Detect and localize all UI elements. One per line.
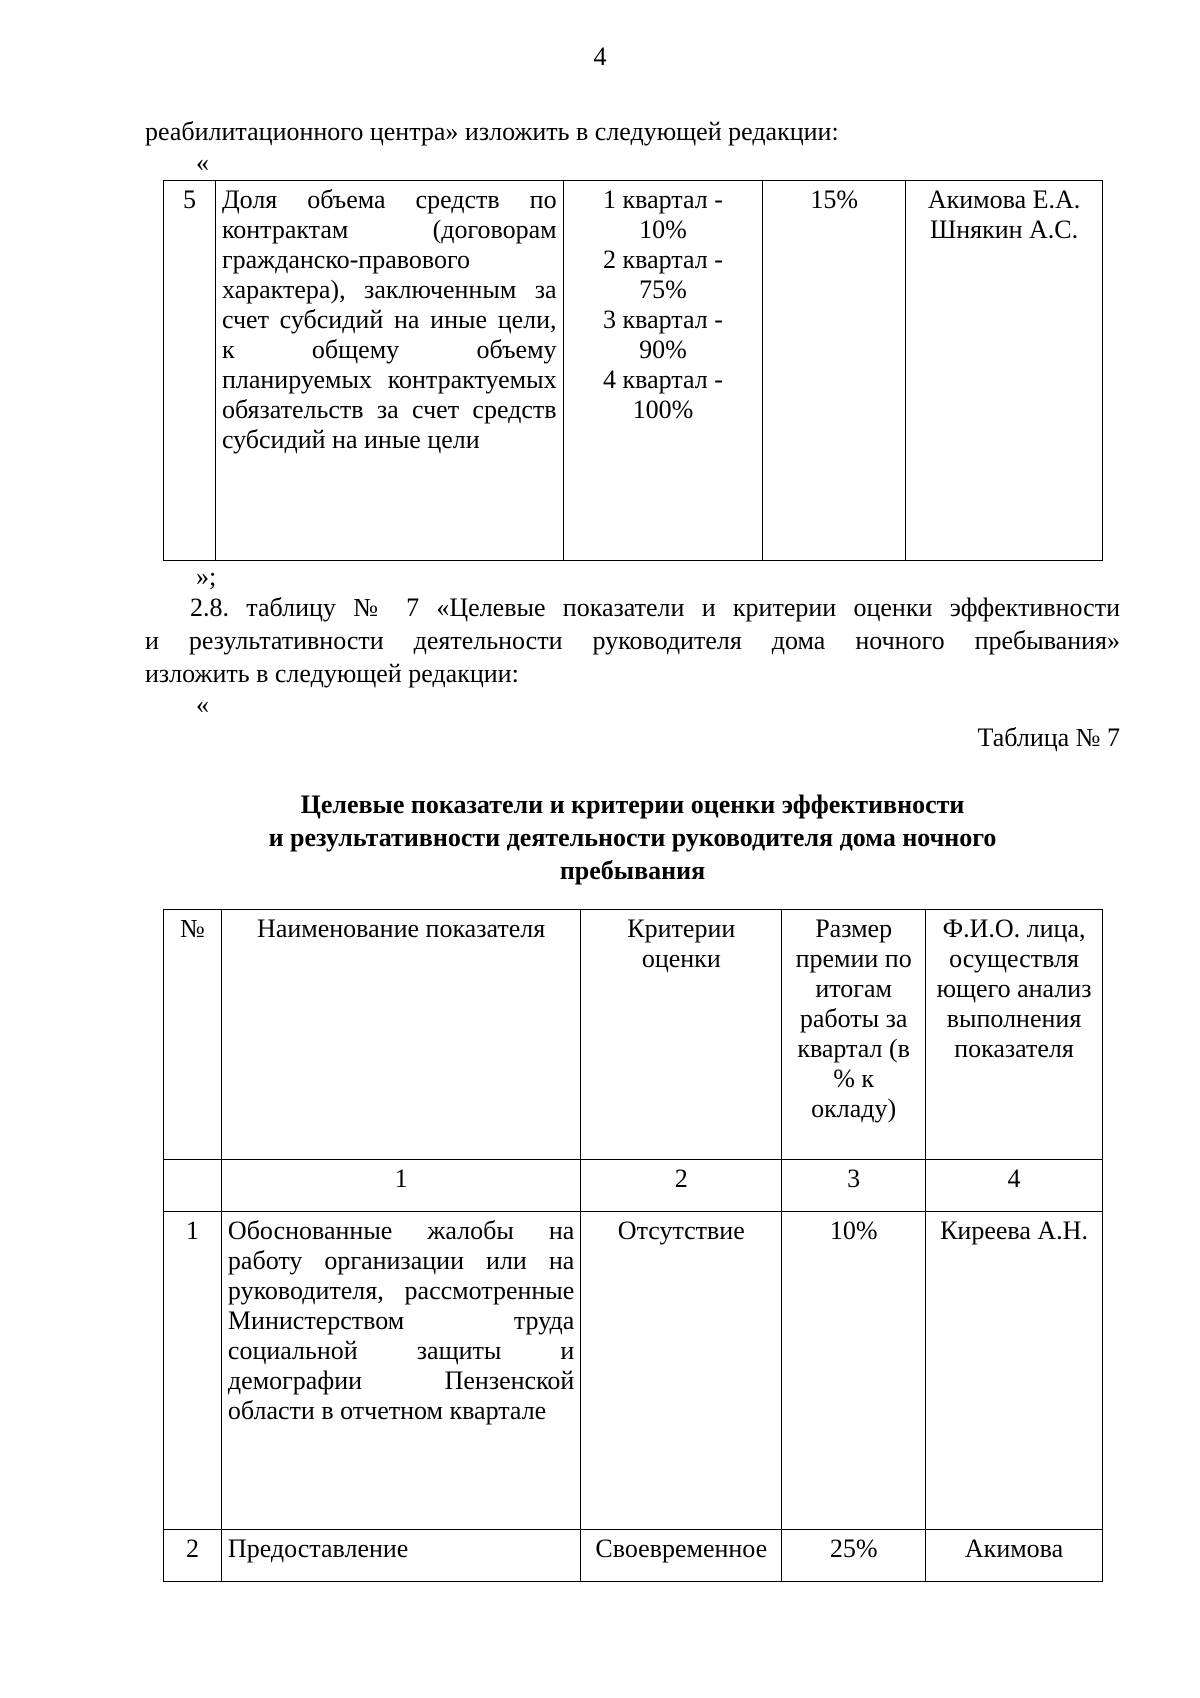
column-number: 4 bbox=[926, 1160, 1103, 1212]
column-number-row bbox=[164, 1160, 1103, 1212]
column-number: 1 bbox=[221, 1160, 580, 1212]
indicator-name: Обоснованные жалобы на работу организации или на руководителя, рассмотренные Министерством труда социальной защиты и демографии Пензенской области в отчетном квартале bbox=[221, 1212, 580, 1530]
responsible-person: Киреева А.Н. bbox=[926, 1212, 1103, 1530]
responsible-persons: Акимова Е.А. Шнякин А.С. bbox=[906, 181, 1103, 561]
paragraph-line-3: изложить в следующей редакции: bbox=[145, 659, 519, 688]
table-row bbox=[164, 1212, 1103, 1530]
column-number: 3 bbox=[782, 1160, 926, 1212]
table-1 bbox=[163, 180, 1103, 561]
page-number: 4 bbox=[593, 42, 607, 71]
bonus-size: 15% bbox=[763, 181, 906, 561]
bonus-size: 10% bbox=[782, 1212, 926, 1530]
evaluation-criteria: 1 квартал - 10% 2 квартал - 75% 3 квартал - 90% 4 квартал - 100% bbox=[563, 181, 763, 561]
intro-text: реабилитационного центра» изложить в следующей редакции: bbox=[145, 117, 839, 146]
bonus-size: 25% bbox=[782, 1530, 926, 1582]
header-row bbox=[164, 910, 1103, 1160]
table-row bbox=[164, 181, 1103, 561]
header-number: № bbox=[164, 910, 222, 1160]
header-criteria: Критерии оценки bbox=[581, 910, 782, 1160]
row-number: 5 bbox=[164, 181, 216, 561]
quote-open-1: « bbox=[196, 148, 209, 177]
table-2 bbox=[163, 909, 1103, 1582]
table-title-line-2: и результативности деятельности руководителя дома ночного bbox=[268, 823, 997, 852]
evaluation-criteria: Отсутствие bbox=[581, 1212, 782, 1530]
quote-open-2: « bbox=[196, 690, 209, 719]
header-responsible-person: Ф.И.О. лица, осуществля ющего анализ выполнения показателя bbox=[926, 910, 1103, 1160]
quote-close: »; bbox=[196, 562, 217, 591]
empty-cell bbox=[164, 1160, 222, 1212]
table-row bbox=[164, 1530, 1103, 1582]
indicator-name: Предоставление bbox=[221, 1530, 580, 1582]
column-number: 2 bbox=[581, 1160, 782, 1212]
table-caption: Таблица № 7 bbox=[977, 723, 1120, 752]
row-number: 1 bbox=[164, 1212, 222, 1530]
indicator-name: Доля объема средств по контрактам (договорам гражданско-правового характера), заключенным за счет субсидий на иные цели, к общему объему планируемых контрактуемых обязательств за счет средств субсидий на иные цели bbox=[215, 181, 563, 561]
paragraph-line-1: 2.8. таблицу № 7 «Целевые показатели и критерии оценки эффективности bbox=[190, 593, 1120, 622]
table-title-line-3: пребывания bbox=[559, 856, 706, 885]
header-indicator-name: Наименование показателя bbox=[221, 910, 580, 1160]
paragraph-line-2: и результативности деятельности руководителя дома ночного пребывания» bbox=[145, 626, 1120, 655]
evaluation-criteria: Своевременное bbox=[581, 1530, 782, 1582]
header-bonus: Размер премии по итогам работы за квартал (в % к окладу) bbox=[782, 910, 926, 1160]
table-title-line-1: Целевые показатели и критерии оценки эффективности bbox=[300, 790, 965, 819]
responsible-person: Акимова bbox=[926, 1530, 1103, 1582]
row-number: 2 bbox=[164, 1530, 222, 1582]
